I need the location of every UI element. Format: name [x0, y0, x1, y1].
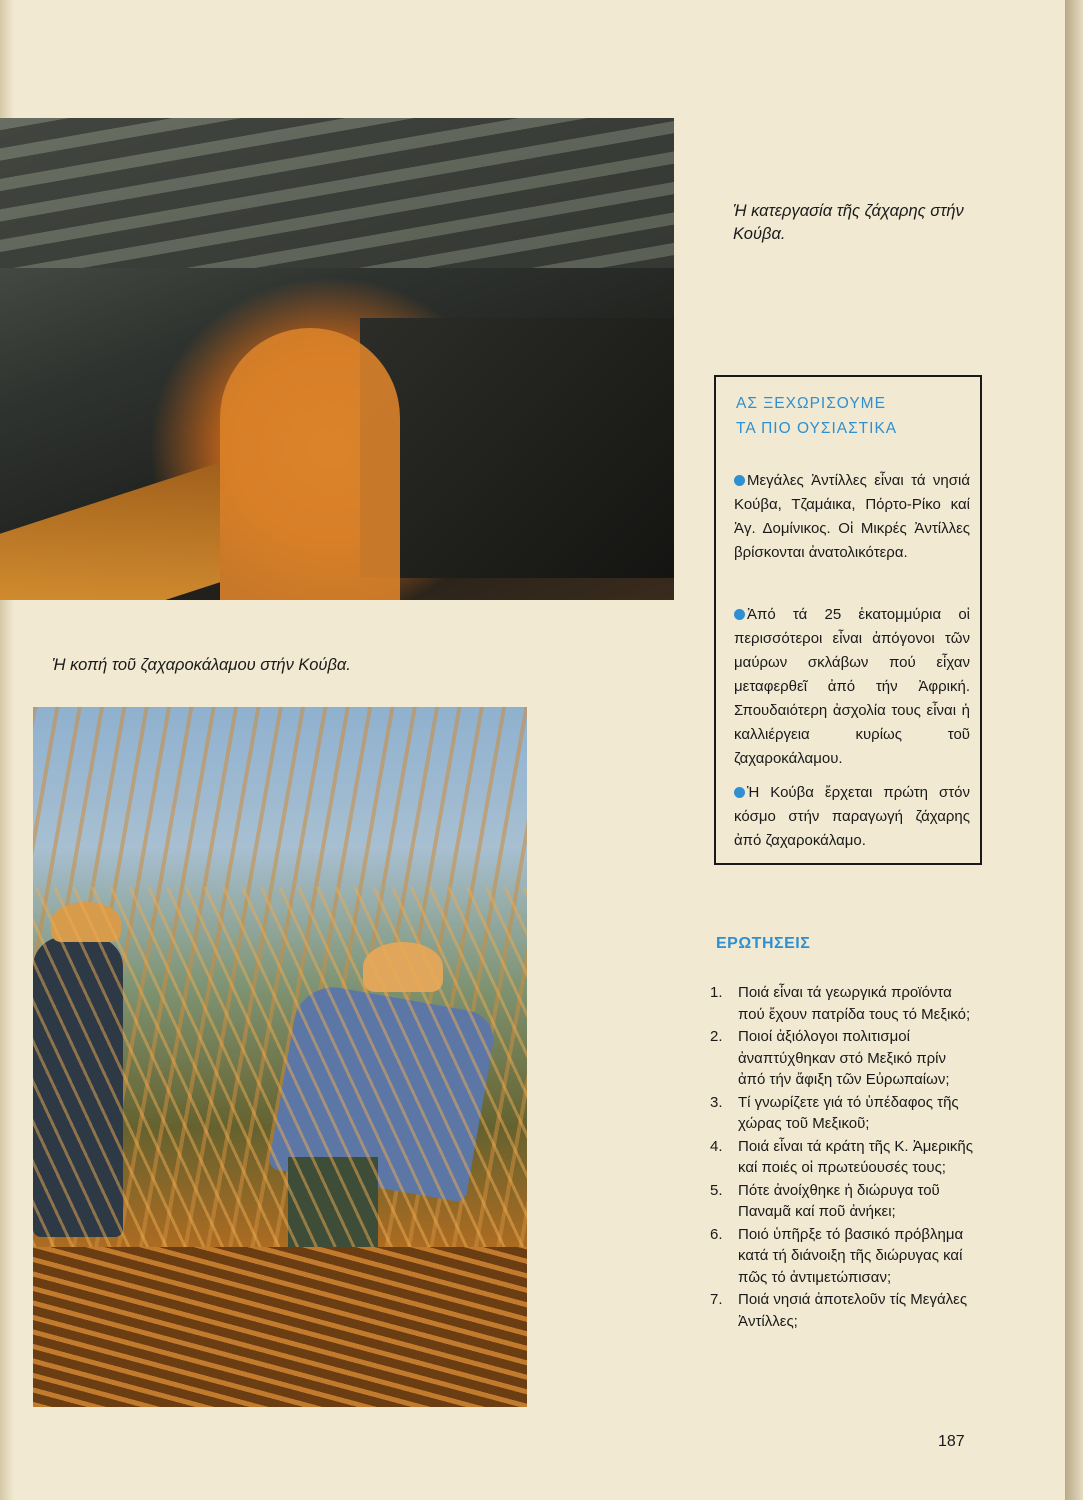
summary-title — [736, 391, 966, 441]
question-item — [710, 1180, 974, 1223]
sugarcane-cutting-photo — [33, 707, 527, 1407]
question-text: Ποιά εἶναι τά γεωργικά προϊόντα πού ἔχουν πατρίδα τους τό Μεξικό; — [738, 984, 971, 1023]
question-item — [710, 982, 974, 1025]
factory-roof — [0, 118, 674, 268]
page-number: 187 — [938, 1433, 965, 1450]
question-item — [710, 1092, 974, 1135]
summary-bullet — [734, 469, 970, 565]
summary-box — [714, 375, 982, 865]
question-item — [710, 1026, 974, 1091]
summary-title-line1: ΑΣ ΞΕΧΩΡΙΣΟΥΜΕ — [736, 395, 886, 412]
cane-debris — [33, 1247, 527, 1407]
question-text: Ποιά εἶναι τά κράτη τῆς Κ. Ἀμερικῆς καί ποιές οἱ πρωτεύουσές τους; — [738, 1137, 974, 1176]
question-item — [710, 1224, 974, 1289]
question-item — [710, 1289, 974, 1332]
summary-bullet — [734, 781, 970, 853]
sugar-drum — [220, 328, 400, 600]
question-text: Ποιά νησιά ἀποτελοῦν τίς Μεγάλες Ἀντίλλες; — [738, 1291, 968, 1330]
bullet-dot-icon — [734, 475, 745, 486]
caption-sugarcane-cutting: Ἡ κοπή τοῦ ζαχαροκάλαμου στήν Κούβα. — [52, 656, 351, 674]
question-number: 7. — [710, 1291, 723, 1308]
questions-title: ΕΡΩΤΗΣΕΙΣ — [716, 935, 811, 952]
question-list — [710, 982, 974, 1333]
summary-bullet-text: Μεγάλες Ἀντίλλες εἶναι τά νησιά Κούβα, Τζαμάικα, Πόρτο-Ρίκο καί Ἁγ. Δομίνικος. Οἱ Μικρές Ἀντίλλες βρίσκονται ἀνατολικότερα. — [734, 472, 970, 561]
question-number: 1. — [710, 984, 723, 1001]
question-number: 6. — [710, 1225, 723, 1243]
question-number: 2. — [710, 1028, 723, 1045]
summary-bullet-text: Ἀπό τά 25 ἑκατομμύρια οἱ περισσότεροι εἶναι ἀπόγονοι τῶν μαύρων σκλάβων πού εἶχαν μεταφερθεῖ ἀπό τήν Ἀφρική. Σπουδαιότερη ἀσχολία τους εἶναι ἡ καλλιέργεια κυρίως τοῦ ζαχαροκάλαμου. — [734, 606, 970, 767]
question-text: Τί γνωρίζετε γιά τό ὑπέδαφος τῆς χώρας τοῦ Μεξικοῦ; — [738, 1093, 959, 1132]
bullet-dot-icon — [734, 609, 745, 620]
question-number: 4. — [710, 1137, 723, 1155]
caption-sugar-processing: Ἡ κατεργασία τῆς ζάχαρης στήν Κούβα. — [733, 202, 964, 243]
summary-bullet-text: Ἡ Κούβα ἔρχεται πρώτη στόν κόσμο στήν παραγωγή ζάχαρης ἀπό ζαχαροκάλαμο. — [734, 784, 970, 849]
page-edge — [1065, 0, 1083, 1500]
bullet-dot-icon — [734, 787, 745, 798]
conveyor-ramp — [0, 462, 220, 600]
sugar-processing-photo — [0, 118, 674, 600]
question-item — [710, 1136, 974, 1179]
question-text: Ποιοί ἀξιόλογοι πολιτισμοί ἀναπτύχθηκαν στό Μεξικό πρίν ἀπό τήν ἄφιξη τῶν Εὐρωπαίων; — [738, 1028, 950, 1088]
question-text: Πότε ἀνοίχθηκε ἡ διώρυγα τοῦ Παναμᾶ καί ποῦ ἀνήκει; — [738, 1181, 940, 1220]
summary-bullet — [734, 603, 970, 771]
summary-title-line2: ΤΑ ΠΙΟ ΟΥΣΙΑΣΤΙΚΑ — [736, 420, 898, 437]
question-number: 5. — [710, 1181, 723, 1199]
question-number: 3. — [710, 1093, 723, 1111]
processing-machine — [360, 318, 674, 578]
question-text: Ποιό ὑπῆρξε τό βασικό πρόβλημα κατά τή διάνοιξη τῆς διώρυγας καί πῶς τό ἀντιμετώπισαν; — [738, 1225, 964, 1286]
